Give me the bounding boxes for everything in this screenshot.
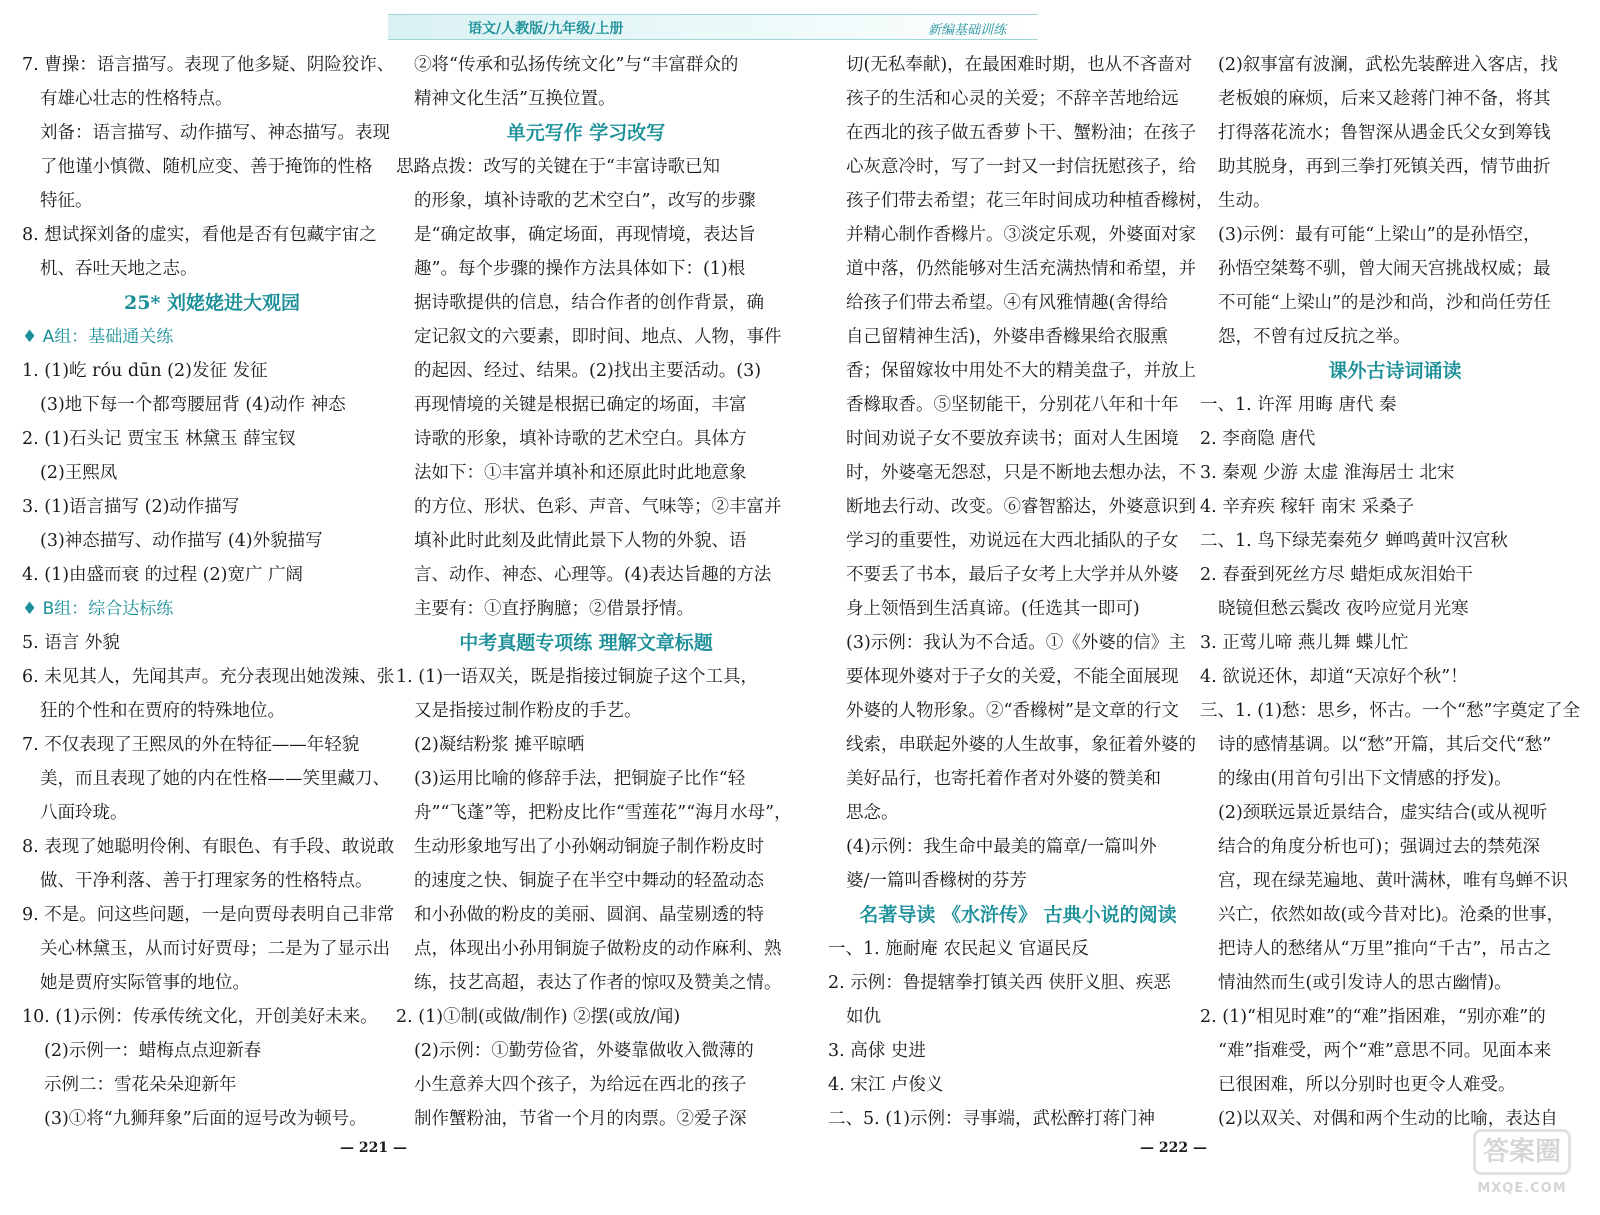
answer-line: 美，而且表现了她的内在性格——笑里藏刀、 (40, 769, 390, 789)
answer-line: 结合的角度分析也可)；强调过去的禁苑深 (1218, 837, 1540, 857)
answer-line: 的起因、经过、结果。(2)找出主要活动。(3) (414, 361, 762, 381)
watermark-logo-mark: 答案圈 (1473, 1129, 1571, 1175)
answer-line: 八面玲珑。 (40, 803, 128, 823)
answer-line: 二、5. (1)示例：寻事端，武松醉打蒋门神 (828, 1109, 1156, 1129)
answer-line: 老板娘的麻烦，后来又趁蒋门神不备，将其 (1218, 89, 1551, 109)
answer-line: 据诗歌提供的信息，结合作者的创作背景，确 (414, 293, 764, 313)
answer-line: 2. (1)石头记 贾宝玉 林黛玉 薛宝钗 (22, 429, 296, 449)
answer-line: 特征。 (40, 191, 93, 211)
answer-line: 给孩子们带去希望。④有风雅情趣(舍得给 (846, 293, 1168, 313)
answer-line: 道中落，仍然能够对生活充满热情和希望，并 (846, 259, 1196, 279)
watermark-logo (1458, 1129, 1586, 1205)
header-subject: 语文/人教版/九年级/上册 (468, 21, 624, 37)
answer-line: 孩子们带去希望；花三年时间成功种植香橼树， (846, 191, 1214, 211)
answer-line: 外婆的人物形象。②“香橼树”是文章的行文 (846, 701, 1179, 721)
answer-line: 三、1. (1)愁：思乡，怀古。一个“愁”字奠定了全 (1200, 701, 1580, 721)
header-series: 新编基础训练 (928, 23, 1007, 38)
answer-line: 点，体现出小孙用铜旋子做粉皮的动作麻利、熟 (414, 939, 782, 959)
section-title: 课外古诗词诵读 (1328, 360, 1462, 382)
answer-line: 趣”。每个步骤的操作方法具体如下：(1)根 (414, 259, 746, 279)
answer-line: 孩子的生活和心灵的关爱；不辞辛苦地给远 (846, 89, 1179, 109)
answer-line: 思念。 (846, 803, 899, 823)
answer-line: 再现情境的关键是根据已确定的场面，丰富 (414, 395, 747, 415)
answer-line: 4. 宋江 卢俊义 (828, 1075, 944, 1095)
answer-line: 诗的感情基调。以“愁”开篇，其后交代“愁” (1218, 735, 1552, 755)
answer-line: 的缘由(用首句引出下文情感的抒发)。 (1218, 769, 1512, 789)
page-number-right: — 222 — (1140, 1140, 1207, 1156)
answer-line: 7. 不仅表现了王熙凤的外在特征——年轻貌 (22, 735, 360, 755)
answer-line: (3)运用比喻的修辞手法，把铜旋子比作“轻 (414, 769, 746, 789)
answer-line: 情油然而生(或引发诗人的思古幽情)。 (1218, 973, 1512, 993)
answer-line: 4. (1)由盛而衰 的过程 (2)宽广 广阔 (22, 565, 304, 585)
column-1 (22, 48, 402, 1136)
answer-line: 练，技艺高超，表达了作者的惊叹及赞美之情。 (414, 973, 782, 993)
answer-line: 香；保留嫁妆中用处不大的精美盘子，并放上 (846, 361, 1196, 381)
answer-line: 5. 语言 外貌 (22, 633, 120, 653)
answer-line: 美好品行，也寄托着作者对外婆的赞美和 (846, 769, 1161, 789)
answer-line: 助其脱身，再到三拳打死镇关西，情节曲折 (1218, 157, 1551, 177)
answer-line: 1. (1)一语双关，既是指接过铜旋子这个工具， (396, 667, 759, 687)
answer-line: 宫，现在绿芜遍地、黄叶满林，唯有鸟蝉不识 (1218, 871, 1568, 891)
answer-line: 8. 表现了她聪明伶俐、有眼色、有手段、敢说敢 (22, 837, 395, 857)
answer-line: 填补此时此刻及此情此景下人物的外貌、语 (414, 531, 747, 551)
section-title: 中考真题专项练 理解文章标题 (459, 632, 713, 654)
answer-line: 3. (1)语言描写 (2)动作描写 (22, 497, 240, 517)
section-title: 名著导读 《水浒传》 古典小说的阅读 (859, 904, 1177, 926)
group-heading: ♦ B组：综合达标练 (22, 599, 174, 619)
answer-line: 主要有：①直抒胸臆；②借景抒情。 (414, 599, 694, 619)
answer-line: 和小孙做的粉皮的美丽、圆润、晶莹剔透的特 (414, 905, 764, 925)
answer-line: 时，外婆毫无怨怼，只是不断地去想办法，不 (846, 463, 1196, 483)
answer-line: (2)王熙凤 (40, 463, 118, 483)
answer-line: (3)神态描写、动作描写 (4)外貌描写 (40, 531, 323, 551)
answer-line: 3. 正莺儿啼 燕儿舞 蝶儿忙 (1200, 633, 1409, 653)
answer-line: (2)示例一：蜡梅点点迎新春 (44, 1041, 262, 1061)
answer-line: 言、动作、神态、心理等。(4)表达旨趣的方法 (414, 565, 772, 585)
answer-line: 8. 想试探刘备的虚实，看他是否有包藏宇宙之 (22, 225, 377, 245)
answer-line: 怨，不曾有过反抗之举。 (1218, 327, 1411, 347)
answer-line: (2)叙事富有波澜，武松先装醉进入客店，找 (1218, 55, 1558, 75)
answer-line: 10. (1)示例：传承传统文化，开创美好未来。 (22, 1007, 378, 1027)
answer-line: 把诗人的愁绪从“万里”推向“千古”，吊古之 (1218, 939, 1552, 959)
answer-line: 了他谨小慎微、随机应变、善于掩饰的性格 (40, 157, 373, 177)
answer-line: 孙悟空桀骜不驯，曾大闹天宫挑战权威；最 (1218, 259, 1551, 279)
answer-line: 舟”“飞蓬”等，把粉皮比作“雪莲花”“海月水母”， (414, 803, 792, 823)
answer-line: (4)示例：我生命中最美的篇章/一篇叫外 (846, 837, 1157, 857)
answer-line: (3)示例：我认为不合适。①《外婆的信》主 (846, 633, 1186, 653)
answer-line: 不要丢了书本，最后子女考上大学并从外婆 (846, 565, 1179, 585)
answer-line: 示例二：雪花朵朵迎新年 (44, 1075, 237, 1095)
answer-line: (2)示例：①勤劳俭省，外婆靠做收入微薄的 (414, 1041, 754, 1061)
answer-line: 晓镜但愁云鬓改 夜吟应觉月光寒 (1218, 599, 1469, 619)
answer-line: 制作蟹粉油，节省一个月的肉票。②爱子深 (414, 1109, 747, 1129)
answer-line: 做、干净利落、善于打理家务的性格特点。 (40, 871, 373, 891)
answer-line: 2. 春蚕到死丝方尽 蜡炬成灰泪始干 (1200, 565, 1473, 585)
answer-line: (3)地下每一个都弯腰屈背 (4)动作 神态 (40, 395, 346, 415)
column-2 (396, 48, 792, 1136)
answer-line: 思路点拨：改写的关键在于“丰富诗歌已知 (396, 157, 720, 177)
answer-line: 学习的重要性，劝说远在大西北插队的子女 (846, 531, 1179, 551)
answer-line: 已很困难，所以分别时也更令人难受。 (1218, 1075, 1516, 1095)
answer-line: 诗歌的形象，填补诗歌的艺术空白。具体方 (414, 429, 747, 449)
answer-line: 3. 秦观 少游 太虚 淮海居士 北宋 (1200, 463, 1455, 483)
answer-line: 生动。 (1218, 191, 1271, 211)
answer-line: 并精心制作香橼片。③淡定乐观，外婆面对家 (846, 225, 1196, 245)
answer-line: 在西北的孩子做五香萝卜干、蟹粉油；在孩子 (846, 123, 1196, 143)
answer-line: 机、吞吐天地之志。 (40, 259, 198, 279)
answer-line: 要体现外婆对于子女的关爱，不能全面展现 (846, 667, 1179, 687)
answer-line: 的速度之快、铜旋子在半空中舞动的轻盈动态 (414, 871, 764, 891)
answer-line: 一、1. 施耐庵 农民起义 官逼民反 (828, 939, 1089, 959)
answer-line: 她是贾府实际管事的地位。 (40, 973, 250, 993)
answer-line: 婆/一篇叫香橼树的芬芳 (846, 871, 1027, 891)
answer-line: (2)以双关、对偶和两个生动的比喻，表达自 (1218, 1109, 1558, 1129)
answer-line: 狂的个性和在贾府的特殊地位。 (40, 701, 285, 721)
answer-line: 时间劝说子女不要放弃读书；面对人生困境 (846, 429, 1179, 449)
page-header (388, 14, 1038, 40)
answer-line: 线索，串联起外婆的人生故事，象征着外婆的 (846, 735, 1196, 755)
answer-line: 法如下：①丰富并填补和还原此时此地意象 (414, 463, 747, 483)
column-3 (828, 48, 1214, 1136)
answer-line: 打得落花流水；鲁智深从遇金氏父女到筹钱 (1218, 123, 1551, 143)
answer-line: 是“确定故事，确定场面，再现情境，表达旨 (414, 225, 756, 245)
answer-line: 2. (1)“相见时难”的“难”指困难，“别亦难”的 (1200, 1007, 1546, 1027)
page-number-left: — 221 — (340, 1140, 407, 1156)
answer-line: 心灰意冷时，写了一封又一封信抚慰孩子，给 (846, 157, 1196, 177)
answer-line: 切(无私奉献)，在最困难时期，也从不吝啬对 (846, 55, 1193, 75)
watermark-text: MXQE.COM (1477, 1181, 1567, 1196)
answer-line: 刘备：语言描写、动作描写、神态描写。表现 (40, 123, 390, 143)
answer-line: 断地去行动、改变。⑥睿智豁达，外婆意识到 (846, 497, 1196, 517)
answer-line: 关心林黛玉，从而讨好贾母；二是为了显示出 (40, 939, 390, 959)
answer-line: 的方位、形状、色彩、声音、气味等；②丰富并 (414, 497, 782, 517)
answer-line: 身上领悟到生活真谛。(任选其一即可) (846, 599, 1140, 619)
answer-line: “难”指难受，两个“难”意思不同。见面本来 (1218, 1041, 1552, 1061)
answer-line: 4. 欲说还休，却道“天凉好个秋”！ (1200, 667, 1468, 687)
answer-line: 又是指接过制作粉皮的手艺。 (414, 701, 642, 721)
answer-line: (2)凝结粉浆 摊平晾晒 (414, 735, 585, 755)
answer-line: 2. (1)①制(或做/制作) ②摆(或放/闻) (396, 1007, 681, 1027)
answer-line: 7. 曹操：语言描写。表现了他多疑、阴险狡诈、 (22, 55, 395, 75)
answer-line: 9. 不是。问这些问题，一是向贾母表明自己非常 (22, 905, 395, 925)
answer-line: ②将“传承和弘扬传统文化”与“丰富群众的 (414, 55, 739, 75)
answer-line: 如仇 (846, 1007, 881, 1027)
answer-line: 精神文化生活”互换位置。 (414, 89, 616, 109)
answer-line: 有雄心壮志的性格特点。 (40, 89, 233, 109)
answer-line: 兴亡，依然如故(或今昔对比)。沧桑的世事， (1218, 905, 1565, 925)
answer-line: (3)示例：最有可能“上梁山”的是孙悟空， (1218, 225, 1541, 245)
answer-line: 3. 高俅 史进 (828, 1041, 926, 1061)
column-4 (1200, 48, 1590, 1136)
answer-line: 香橼取香。⑤坚韧能干，分别花八年和十年 (846, 395, 1179, 415)
answer-line: (2)颈联远景近景结合，虚实结合(或从视听 (1218, 803, 1548, 823)
answer-line: 小生意养大四个孩子，为给远在西北的孩子 (414, 1075, 747, 1095)
answer-line: 1. (1)屹 róu dūn (2)发征 发征 (22, 361, 268, 381)
answer-line: 一、1. 许浑 用晦 唐代 秦 (1200, 395, 1397, 415)
group-heading: ♦ A组：基础通关练 (22, 327, 174, 347)
answer-line: 生动形象地写出了小孙娴动铜旋子制作粉皮时 (414, 837, 764, 857)
answer-line: 4. 辛弃疾 稼轩 南宋 采桑子 (1200, 497, 1414, 517)
answer-line: 不可能“上梁山”的是沙和尚，沙和尚任劳任 (1218, 293, 1551, 313)
section-title: 25* 刘姥姥进大观园 (124, 292, 300, 314)
answer-line: 的形象，填补诗歌的艺术空白”，改写的步骤 (414, 191, 756, 211)
answer-line: 定记叙文的六要素，即时间、地点、人物，事件 (414, 327, 782, 347)
section-title: 单元写作 学习改写 (506, 122, 666, 144)
answer-line: 2. 李商隐 唐代 (1200, 429, 1316, 449)
answer-line: 二、1. 鸟下绿芜秦苑夕 蝉鸣黄叶汉宫秋 (1200, 531, 1508, 551)
answer-line: 自己留精神生活)，外婆串香橼果给衣服熏 (846, 327, 1168, 347)
answer-line: 2. 示例：鲁提辖拳打镇关西 侠肝义胆、疾恶 (828, 973, 1171, 993)
answer-line: (3)①将“九狮拜象”后面的逗号改为顿号。 (44, 1109, 367, 1129)
answer-line: 6. 未见其人，先闻其声。充分表现出她泼辣、张 (22, 667, 395, 687)
